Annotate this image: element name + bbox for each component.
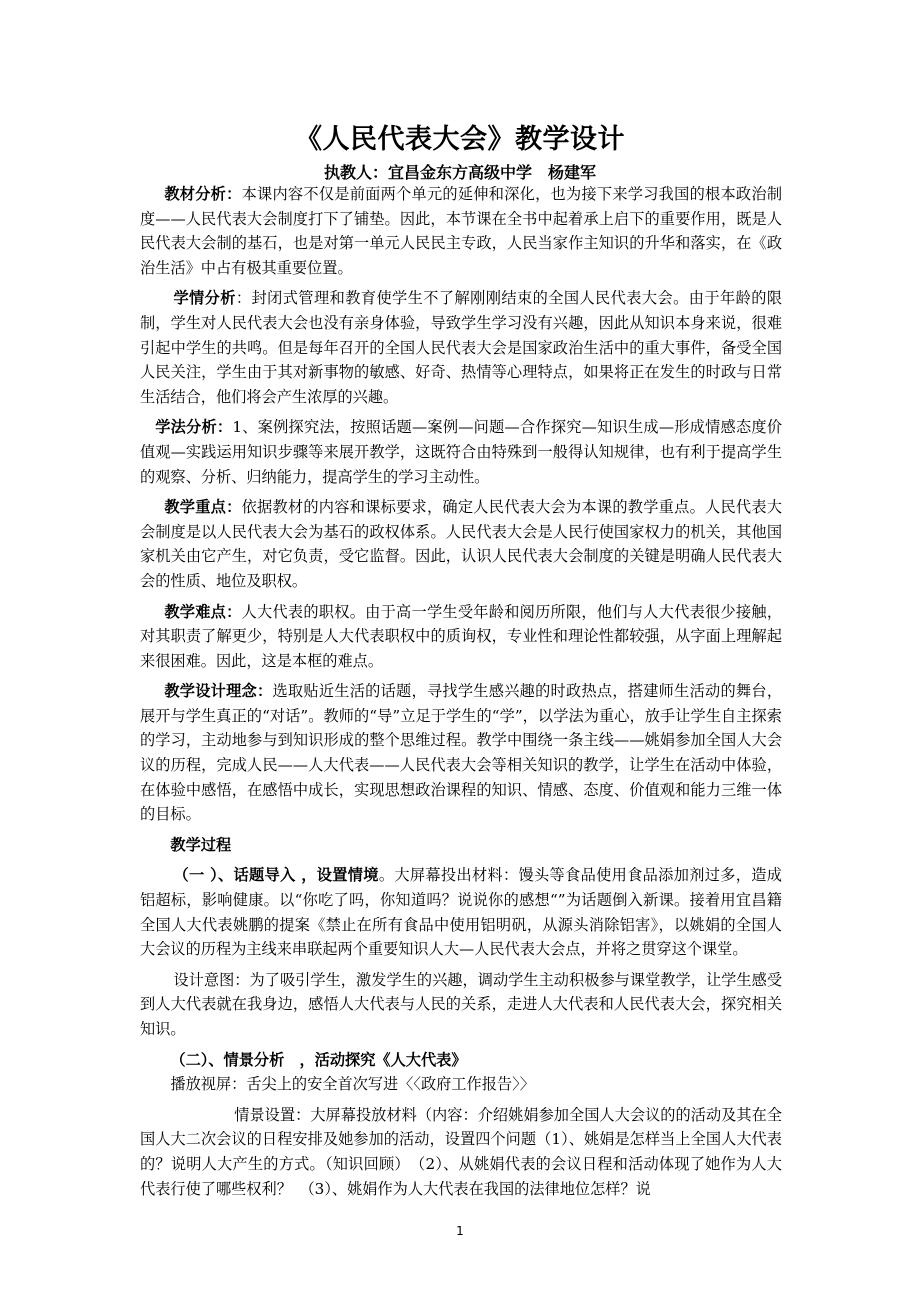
section-text: 人大代表的职权。由于高一学生受年龄和阅历所限，他们与人大代表很少接触，对其职责了解更少，特别是人大代表职权中的质询权，专业性和理论性都较强，从字面上理解起来很困难。因此，这是本框的难点。 <box>140 602 783 670</box>
section-text: ：封闭式管理和教育使学生不了解刚刚结束的全国人民代表大会。由于年龄的限制，学生对人民代表大会也没有亲身体验，导致学生学习没有兴趣，因此从知识本身来说，很难引起中学生的共鸣。但是每年召开的全国人民代表大会是国家政治生活中的重大事件，备受全国人民关注，学生由于其对新事物的敏感、好奇、热情等心理特点，如果将正在发生的时政与日常生活结合，他们将会产生浓厚的兴趣。 <box>140 289 783 406</box>
section-label: 教学设计理念： <box>164 682 273 701</box>
page-number: 1 <box>456 1224 464 1238</box>
step2-heading: （二）、情景分析 ，活动探究《人大代表》 <box>170 1050 467 1069</box>
section-text: 依据教材的内容和课标要求，确定人民代表大会为本课的教学重点。人民代表大会制度是以人民代表大会为基石的政权体系。人民代表大会是人民行使国家权力的机关，其他国家机关由它产生，对它负责，受它监督。因此，认识人民代表大会制度的关键是明确人民代表大会的性质、地位及职权。 <box>140 498 783 590</box>
author-line: 执教人：宜昌金东方高级中学 杨建军 <box>323 163 596 182</box>
section-label: 教学重点： <box>164 498 242 517</box>
section-text: 选取贴近生活的话题，寻找学生感兴趣的时政热点，搭建师生活动的舞台，展开与学生真正的“对话”。教师的“导”立足于学生的“学”，以学法为重心，放手让学生自主探索的学习，主动地参与到知识形成的整个思维过程。教学中围绕一条主线——姚娟参加全国人大会议的历程，完成人民——人大代表——人民代表大会等相关知识的教学，让学生在活动中体验，在体验中感悟，在感悟中成长，实现思想政治课程的知识、情感、态度、价值观和能力三维一体的目标。 <box>140 682 783 824</box>
step1-text: 。大屏幕投出材料：馒头等食品使用食品添加剂过多，造成铝超标，影响健康。以“你吃了吗，你知道吗？说说你的感想“”为话题倒入新课。接着用宜昌籍全国人大代表姚鹏的提案《禁止在所有食品中使用铝明矾，从源头消除铝害》，以姚娟的全国人大会议的历程为主线来串联起两个重要知识人大—人民代表大会点，并将之贯穿这个课堂。 <box>140 866 782 959</box>
section-design-philosophy <box>140 679 782 827</box>
section-difficulties <box>140 600 782 674</box>
video-line: 播放视屏：舌尖上的安全首次写进〈〈政府工作报告〉〉 <box>170 1075 535 1094</box>
section-text: 1、案例探究法，按照话题—案例—问题—合作探究—知识生成—形成情感态度价值观—实践运用知识步骤等来展开教学，这既符合由特殊到一般得认知规律，也有利于提高学生的观察、分析、归纳能力，提高学生的学习主动性。 <box>140 418 783 486</box>
document-title: 《人民代表大会》教学设计 <box>295 124 625 155</box>
process-heading: 教学过程 <box>170 835 232 854</box>
section-label: 教学难点： <box>164 602 242 621</box>
section-student-analysis <box>140 286 782 409</box>
scenario-paragraph: 情景设置：大屏幕投放材料（内容：介绍姚娟参加全国人大会议的的活动及其在全国人大二次会议的日程安排及她参加的活动，设置四个问题（1）、姚娟是怎样当上全国人大代表的？说明人大产生的方式。（知识回顾） （2）、从姚娟代表的会议日程和活动体现了她作为人大代表行使了哪些权利？ （3）、姚娟作为人大代表在我国的法律地位怎样？说 <box>140 1105 782 1198</box>
section-learning-method <box>140 415 782 489</box>
step1-paragraph <box>140 863 782 961</box>
section-label: 学情分析 <box>173 289 236 308</box>
document-body <box>140 182 782 1201</box>
section-label: 学法分析： <box>155 418 233 437</box>
step1-label: （一 ）、话题导入 ，设置情境 <box>173 866 379 885</box>
section-label: 教材分析： <box>164 185 242 203</box>
section-key-points <box>140 495 782 593</box>
design-intent-paragraph: 设计意图：为了吸引学生，激发学生的兴趣，调动学生主动积极参与课堂教学，让学生感受到人大代表就在我身边，感悟人大代表与人民的关系，走进人大代表和人民代表大会，探究相关知识。 <box>140 970 782 1038</box>
section-text: 本课内容不仅是前面两个单元的延伸和深化，也为接下来学习我国的根本政治制度——人民代表大会制度打下了铺垫。因此，本节课在全书中起着承上启下的重要作用，既是人民代表大会制的基石，也是对第一单元人民民主专政，人民当家作主知识的升华和落实，在《政治生活》中占有极其重要位置。 <box>140 185 783 277</box>
section-material-analysis <box>140 182 782 280</box>
